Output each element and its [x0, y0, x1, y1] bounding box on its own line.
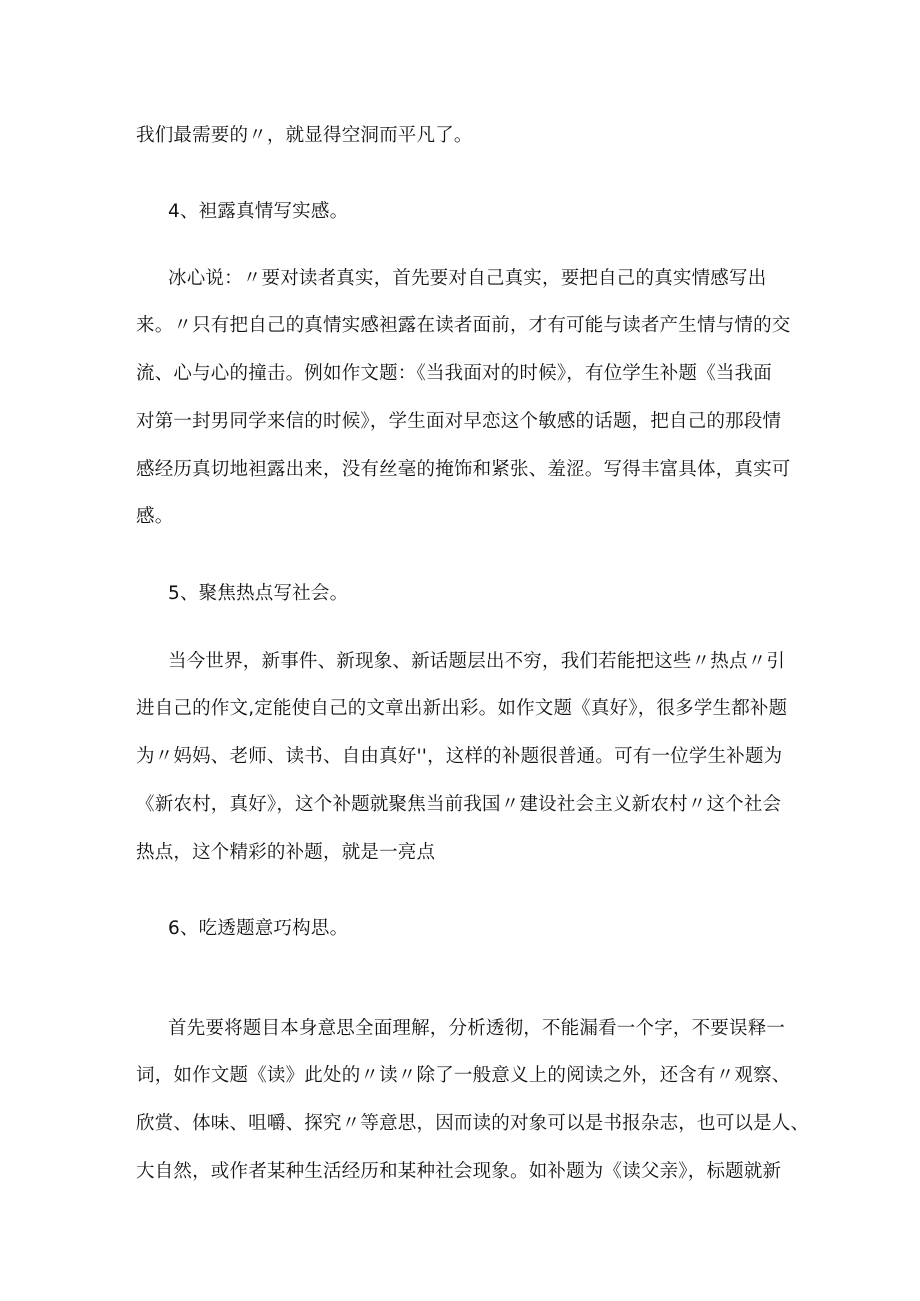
paragraph-line: 冰心说：〃要对读者真实，首先要对自己真实，要把自己的真实情感写出: [168, 268, 767, 289]
paragraph-line: 流、心与心的撞击。例如作文题：《当我面对的时候》，有位学生补题《当我面: [136, 363, 773, 384]
paragraph-line: 感。: [136, 506, 174, 527]
paragraph-line: 来。〃只有把自己的真情实感袒露在读者面前，才有可能与读者产生情与情的交: [136, 315, 791, 336]
section-heading-6: 6、吃透题意巧构思。: [168, 918, 349, 939]
paragraph-line: 词，如作文题《读》此处的〃读〃除了一般意义上的阅读之外，还含有〃观察、: [136, 1065, 791, 1086]
paragraph-line: 进自己的作文,定能使自己的文章出新出彩。如作文题《真好》，很多学生都补题: [136, 698, 788, 719]
section-heading-5: 5、聚焦热点写社会。: [168, 583, 349, 604]
paragraph-line: 首先要将题目本身意思全面理解，分析透彻，不能漏看一个字，不要误释一: [168, 1018, 786, 1039]
paragraph-line: 《新农村，真好》，这个补题就聚焦当前我国〃建设社会主义新农村〃这个社会: [136, 794, 782, 815]
paragraph-line: 感经历真切地袒露出来，没有丝毫的掩饰和紧张、羞涩。写得丰富具体，真实可: [136, 459, 791, 480]
paragraph-line: 大自然，或作者某种生活经历和某种社会现象。如补题为《读父亲》，标题就新: [136, 1161, 782, 1182]
paragraph-line: 热点，这个精彩的补题，就是一亮点: [136, 842, 436, 863]
paragraph-continuation-line: 我们最需要的〃，就显得空洞而平凡了。: [136, 125, 473, 146]
paragraph-line: 当今世界，新事件、新现象、新话题层出不穷，我们若能把这些〃热点〃引: [168, 651, 786, 672]
section-heading-4: 4、袒露真情写实感。: [168, 201, 349, 222]
paragraph-line: 对第一封男同学来信的时候》，学生面对早恋这个敏感的话题，把自己的那段情: [136, 411, 782, 432]
paragraph-line: 为〃妈妈、老师、读书、自由真好''，这样的补题很普通。可有一位学生补题为: [136, 746, 783, 767]
paragraph-line: 欣赏、体味、咀嚼、探究〃等意思，因而读的对象可以是书报杂志，也可以是人、: [136, 1113, 810, 1134]
